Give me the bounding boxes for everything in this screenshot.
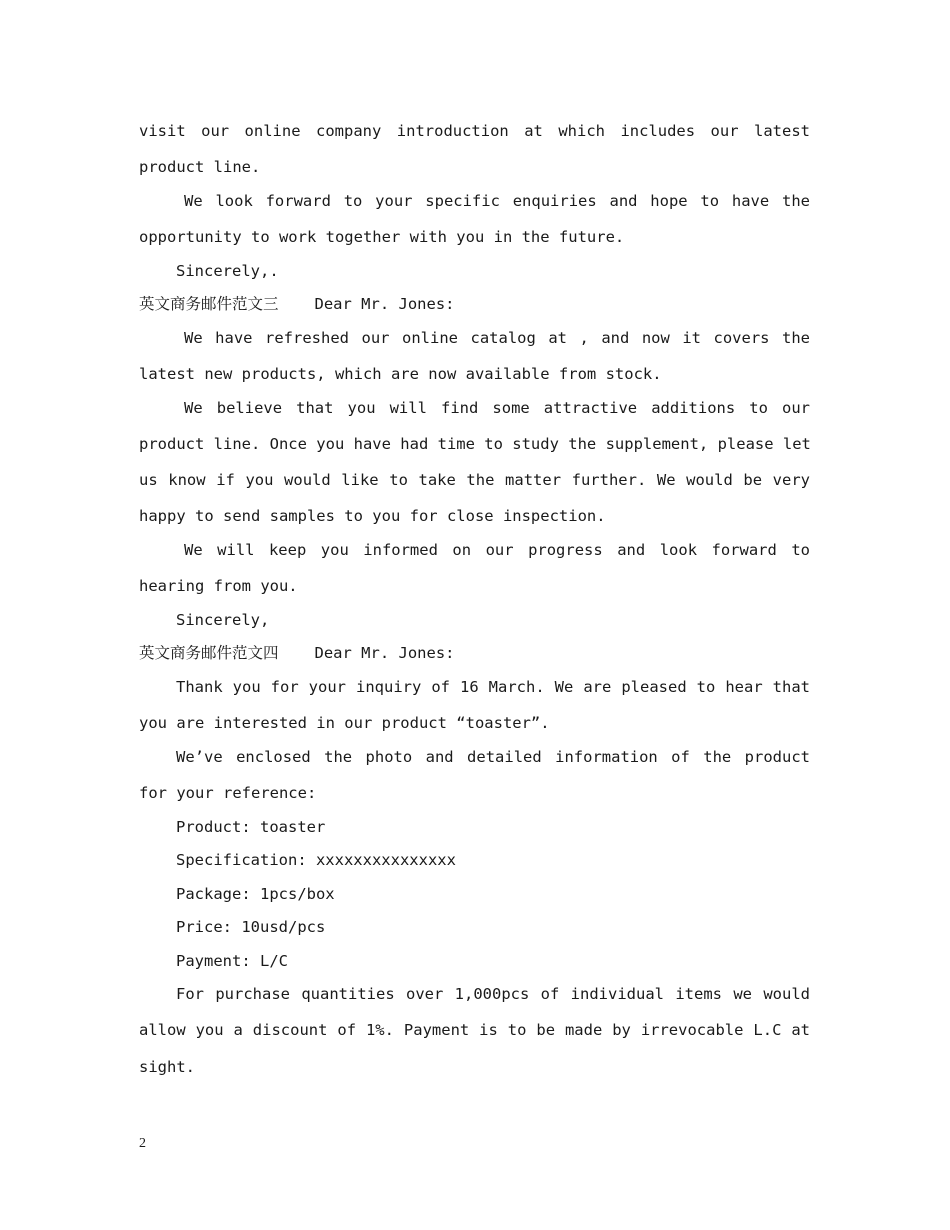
section-title: 英文商务邮件范文三 (139, 295, 279, 313)
spec-line: Product: toaster (176, 818, 326, 836)
section-heading (139, 642, 810, 664)
paragraph-line: We have refreshed our online catalog at , and now it covers the (184, 329, 810, 347)
closing-line: Sincerely,. (176, 262, 279, 280)
paragraph-line: For purchase quantities over 1,000pcs of individual items we would (176, 985, 810, 1003)
page-number: 2 (139, 1136, 146, 1151)
paragraph-line: sight. (139, 1058, 195, 1076)
paragraph-line: latest new products, which are now available from stock. (139, 365, 662, 383)
spec-line: Price: 10usd/pcs (176, 918, 326, 936)
paragraph-line: allow you a discount of 1%. Payment is to be made by irrevocable L.C at (139, 1021, 810, 1039)
section-heading (139, 293, 810, 315)
paragraph-line: happy to send samples to you for close inspection. (139, 507, 606, 525)
spec-line: Package: 1pcs/box (176, 885, 335, 903)
salutation: Dear Mr. Jones: (314, 295, 455, 313)
paragraph-line: us know if you would like to take the matter further. We would be very (139, 471, 810, 489)
closing-line: Sincerely, (176, 611, 270, 629)
spec-line: Specification: xxxxxxxxxxxxxxx (176, 851, 456, 869)
paragraph-line: opportunity to work together with you in the future. (139, 228, 625, 246)
paragraph-line: We look forward to your specific enquiries and hope to have the (184, 192, 810, 210)
paragraph-line: We will keep you informed on our progress and look forward to (184, 541, 810, 559)
paragraph-line: Thank you for your inquiry of 16 March. We are pleased to hear that (176, 678, 810, 696)
paragraph-line: product line. (139, 158, 261, 176)
paragraph-line: product line. Once you have had time to study the supplement, please let (139, 435, 811, 453)
section-title: 英文商务邮件范文四 (139, 644, 279, 662)
paragraph-line: hearing from you. (139, 577, 298, 595)
paragraph-line: you are interested in our product “toaster”. (139, 714, 550, 732)
paragraph-line: for your reference: (139, 784, 317, 802)
paragraph-line: We’ve enclosed the photo and detailed information of the product (176, 748, 810, 766)
paragraph-line: visit our online company introduction at which includes our latest (139, 122, 810, 140)
spec-line: Payment: L/C (176, 952, 288, 970)
salutation: Dear Mr. Jones: (314, 644, 455, 662)
paragraph-line: We believe that you will find some attractive additions to our (184, 399, 810, 417)
